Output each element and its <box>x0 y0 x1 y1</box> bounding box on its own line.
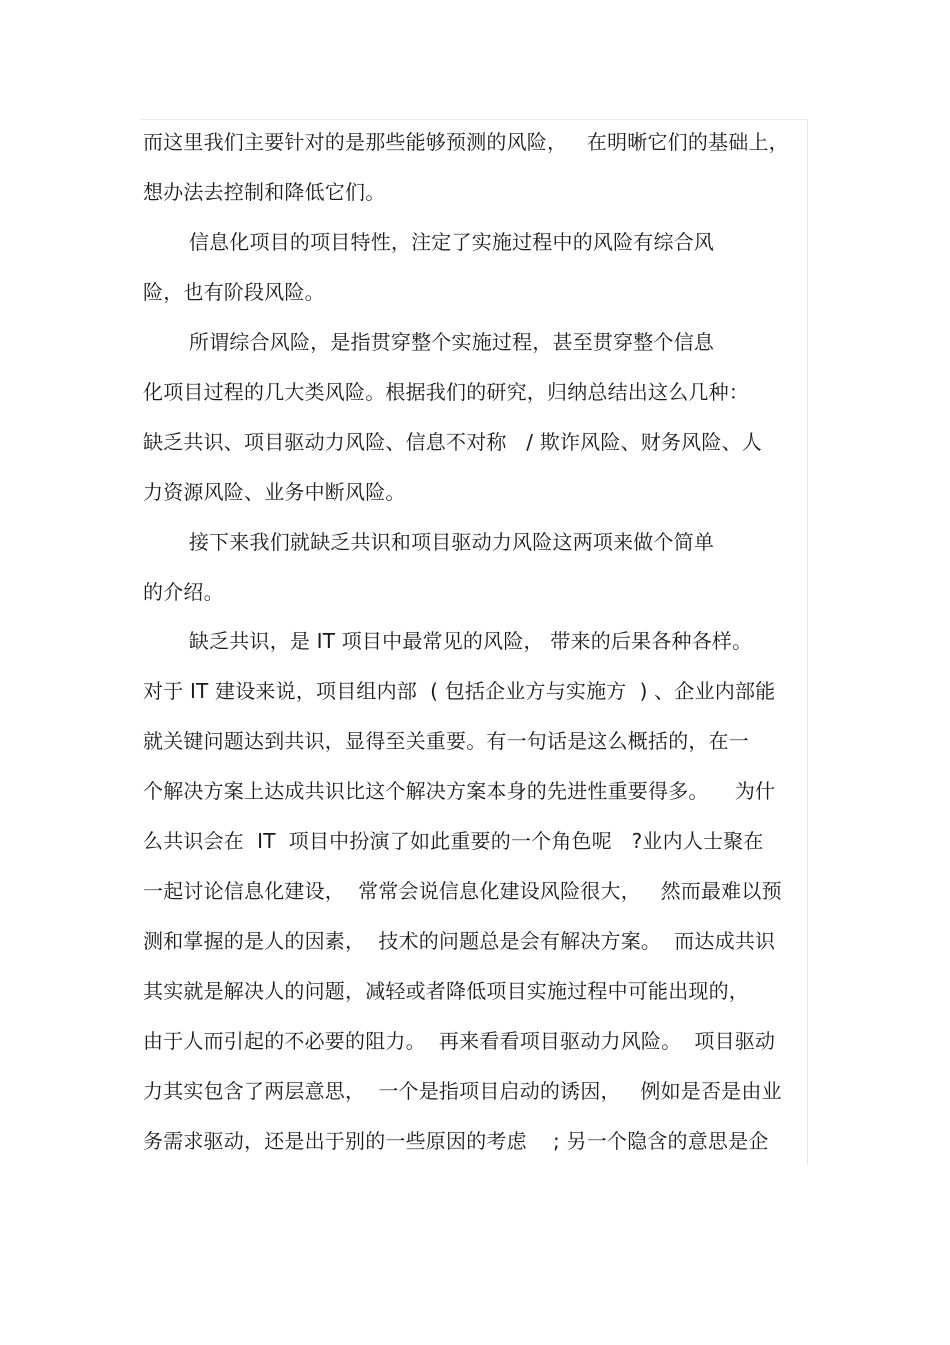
text-line: 的介绍。 <box>143 580 224 604</box>
text-line: 缺乏共识，是 IT 项目中最常见的风险， 带来的后果各种各样。 <box>143 629 753 653</box>
text-line: 险，也有阶段风险。 <box>143 280 325 304</box>
text-line: 么共识会在 IT 项目中扮演了如此重要的一个角色呢 ?业内人士聚在 <box>143 829 764 853</box>
text-line: 想办法去控制和降低它们。 <box>143 180 386 204</box>
text-line: 力资源风险、业务中断风险。 <box>143 480 406 504</box>
text-line: 化项目过程的几大类风险。根据我们的研究，归纳总结出这么几种： <box>143 380 749 404</box>
text-line: 就关键问题达到共识，显得至关重要。有一句话是这么概括的，在一 <box>143 729 749 753</box>
text-line: 一起讨论信息化建设， 常常会说信息化建设风险很大， 然而最难以预 <box>143 879 782 903</box>
text-line: 对于 IT 建设来说，项目组内部 ( 包括企业方与实施方 ) 、企业内部能 <box>143 679 776 703</box>
text-line: 由于人而引起的不必要的阻力。 再来看看项目驱动力风险。 项目驱动 <box>143 1029 776 1053</box>
text-line: 个解决方案上达成共识比这个解决方案本身的先进性重要得多。 为什 <box>143 779 776 803</box>
text-line: 测和掌握的是人的因素， 技术的问题总是会有解决方案。 而达成共识 <box>143 929 776 953</box>
text-line: 信息化项目的项目特性，注定了实施过程中的风险有综合风 <box>143 230 715 254</box>
text-line: 其实就是解决人的问题，减轻或者降低项目实施过程中可能出现的， <box>143 979 749 1003</box>
text-line: 所谓综合风险，是指贯穿整个实施过程，甚至贯穿整个信息 <box>143 330 715 354</box>
text-line: 务需求驱动，还是出于别的一些原因的考虑 ; 另一个隐含的意思是企 <box>143 1129 769 1153</box>
text-line: 力其实包含了两层意思， 一个是指项目启动的诱因， 例如是否是由业 <box>143 1079 782 1103</box>
text-line: 缺乏共识、项目驱动力风险、信息不对称 / 欺诈风险、财务风险、人 <box>143 430 762 454</box>
text-line: 接下来我们就缺乏共识和项目驱动力风险这两项来做个简单 <box>143 530 715 554</box>
text-line: 而这里我们主要针对的是那些能够预测的风险， 在明晰它们的基础上， <box>143 130 789 154</box>
